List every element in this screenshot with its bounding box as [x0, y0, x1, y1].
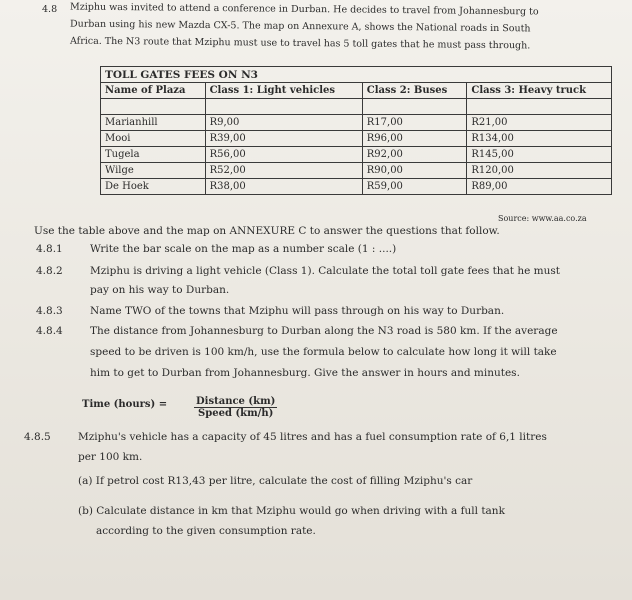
intro-line-3: Africa. The N3 route that Mziphu must use to travel has 5 toll gates that he must pass through. [69, 35, 531, 52]
cell: R89,00 [467, 179, 612, 195]
q482-line-2: pay on his way to Durban. [90, 284, 230, 296]
table-row [101, 179, 612, 195]
cell: R21,00 [467, 115, 612, 131]
cell: R59,00 [362, 179, 467, 195]
formula-fraction [194, 396, 277, 419]
cell: R52,00 [205, 163, 362, 179]
formula-denominator: Speed (km/h) [198, 408, 274, 419]
q485-a: (a) If petrol cost R13,43 per litre, calculate the cost of filling Mziphu's car [78, 475, 473, 487]
cell: R39,00 [205, 131, 362, 147]
header-class3: Class 3: Heavy truck [467, 83, 612, 99]
instruction: Use the table above and the map on ANNEXURE C to answer the questions that follow. [34, 225, 500, 237]
header-class2: Class 2: Buses [362, 83, 467, 99]
header-plaza: Name of Plaza [101, 83, 206, 99]
q485-line-2: per 100 km. [78, 451, 143, 463]
cell: Marianhill [101, 115, 206, 131]
table-title: TOLL GATES FEES ON N3 [101, 67, 612, 83]
table-row [101, 131, 612, 147]
formula-lhs: Time (hours) = [82, 399, 168, 410]
header-class1: Class 1: Light vehicles [205, 83, 362, 99]
cell: R38,00 [205, 179, 362, 195]
cell: De Hoek [101, 179, 206, 195]
table-row [101, 163, 612, 179]
formula-numerator: Distance (km) [196, 396, 276, 407]
table-row [101, 147, 612, 163]
cell: R134,00 [467, 131, 612, 147]
cell: R9,00 [205, 115, 362, 131]
q483-number: 4.8.3 [36, 305, 63, 317]
cell: R17,00 [362, 115, 467, 131]
cell: R92,00 [362, 147, 467, 163]
q482-number: 4.8.2 [36, 265, 63, 277]
cell: Wilge [101, 163, 206, 179]
q481-number: 4.8.1 [36, 243, 63, 255]
q485-line-1: Mziphu's vehicle has a capacity of 45 litres and has a fuel consumption rate of 6,1 litres [78, 431, 547, 443]
q484-line-2: speed to be driven is 100 km/h, use the formula below to calculate how long it will take [90, 346, 557, 358]
q484-line-3: him to get to Durban from Johannesburg. Give the answer in hours and minutes. [90, 367, 520, 379]
cell: R120,00 [467, 163, 612, 179]
cell: R145,00 [467, 147, 612, 163]
table-source: Source: www.aa.co.za [498, 214, 587, 223]
q484-line-1: The distance from Johannesburg to Durban along the N3 road is 580 km. If the average [90, 325, 558, 337]
table-row [101, 115, 612, 131]
toll-fees-table [100, 66, 612, 195]
intro-line-2: Durban using his new Mazda CX-5. The map on Annexure A, shows the National roads in South [69, 18, 531, 35]
question-number: 4.8 [42, 4, 58, 15]
q485-b-line-1: (b) Calculate distance in km that Mziphu would go when driving with a full tank [78, 505, 505, 517]
q483-text: Name TWO of the towns that Mziphu will pass through on his way to Durban. [90, 305, 505, 317]
q482-line-1: Mziphu is driving a light vehicle (Class 1). Calculate the total toll gate fees that he must [90, 265, 561, 277]
cell: R96,00 [362, 131, 467, 147]
q485-b-line-2: according to the given consumption rate. [96, 525, 316, 537]
cell: Tugela [101, 147, 206, 163]
cell: R56,00 [205, 147, 362, 163]
cell: R90,00 [362, 163, 467, 179]
q484-number: 4.8.4 [36, 325, 63, 337]
cell: Mooi [101, 131, 206, 147]
q481-text: Write the bar scale on the map as a number scale (1 : ....) [90, 243, 397, 255]
intro-line-1: Mziphu was invited to attend a conference in Durban. He decides to travel from Johannesburg to [69, 1, 539, 18]
q485-number: 4.8.5 [24, 431, 51, 443]
